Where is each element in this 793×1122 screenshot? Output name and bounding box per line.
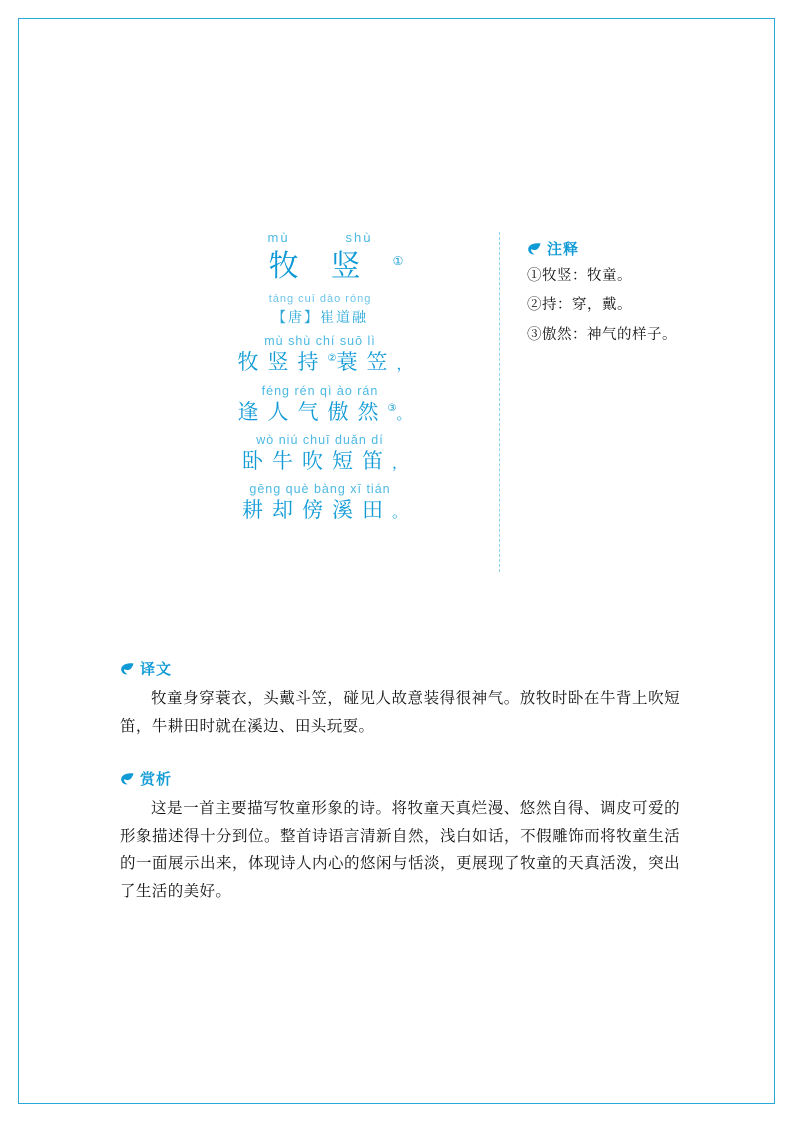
poem-line-2: [150, 384, 490, 426]
leaf-bullet-icon: [527, 242, 542, 256]
poem-line-1-text: [150, 348, 490, 376]
notes-section: [527, 238, 677, 347]
notes-heading: 注释: [547, 242, 580, 258]
leaf-bullet-icon: [120, 772, 135, 786]
poem-line-2-footnote-marker: ③: [387, 402, 397, 414]
note-item: ①牧竖：牧童。: [527, 268, 632, 284]
translation-heading: 译文: [140, 662, 173, 678]
poem-line-1-pinyin: mù shù chí suō lì: [264, 334, 376, 349]
title-pinyin-2: shù: [345, 230, 373, 245]
poem-author: 【唐】崔道融: [272, 311, 368, 327]
translation-section: [120, 658, 680, 740]
poem-line-4-pinyin: gēng què bàng xī tián: [249, 482, 391, 497]
appreciation-heading-row: [120, 768, 680, 789]
poem-line-4-punct: 。: [391, 505, 407, 522]
notes-heading-row: [527, 238, 677, 259]
poem-line-2-pinyin: féng rén qì ào rán: [261, 383, 379, 398]
poem-title-char-1: 牧: [268, 249, 331, 283]
poem-title-pinyin: [150, 230, 490, 246]
poem-line-2-punct: 。: [396, 406, 412, 423]
leaf-bullet-icon: [120, 662, 135, 676]
note-item: ②持：穿，戴。: [527, 297, 632, 314]
translation-body: 牧童身穿蓑衣，头戴斗笠，碰见人故意装得很神气。放牧时卧在牛背上吹短笛，牛耕田时就在溪边、田头玩耍。: [120, 690, 680, 735]
poem-title-footnote-marker: ①: [392, 253, 404, 268]
note-item: ③傲然：神气的样子。: [527, 326, 677, 343]
poem-line-4-text: [150, 496, 490, 524]
poem-line-1-text-b: 蓑笠: [336, 350, 397, 375]
poem-block: [150, 230, 490, 525]
author-pinyin: táng cuī dào róng: [268, 293, 372, 306]
appreciation-body: 这是一首主要描写牧童形象的诗。将牧童天真烂漫、悠然自得、调皮可爱的形象描述得十分到位。整首诗语言清新自然，浅白如话，不假雕饰而将牧童生活的一面展示出来，体现诗人内心的悠闲与恬淡，更展现了牧童的天真活泼，突出了生活的美好。: [120, 800, 680, 900]
poem-line-1-text-a: 牧竖持: [237, 350, 328, 375]
poem-line-4-text-a: 耕却傍溪田: [241, 498, 392, 523]
poem-title: [150, 248, 490, 286]
appreciation-heading: 赏析: [140, 772, 173, 788]
appreciation-section: [120, 768, 680, 905]
poem-line-3-text: [150, 447, 490, 475]
vertical-divider: [499, 232, 500, 572]
poem-line-4: [150, 482, 490, 524]
poem-line-2-text: [150, 398, 490, 426]
poem-line-1-punct: ，: [396, 357, 412, 374]
poem-line-2-text-a: 逢人气傲然: [237, 399, 388, 424]
poem-line-3-pinyin: wò niú chuī duǎn dí: [256, 432, 384, 447]
poem-line-3-punct: ，: [391, 455, 407, 472]
translation-heading-row: [120, 658, 680, 679]
poem-line-1-footnote-marker: ②: [327, 353, 337, 365]
title-pinyin-1: mù: [267, 230, 290, 245]
poem-line-1: [150, 334, 490, 376]
poem-line-3-text-a: 卧牛吹短笛: [241, 448, 392, 473]
poem-line-3: [150, 433, 490, 475]
poem-title-char-2: 竖: [330, 249, 393, 283]
